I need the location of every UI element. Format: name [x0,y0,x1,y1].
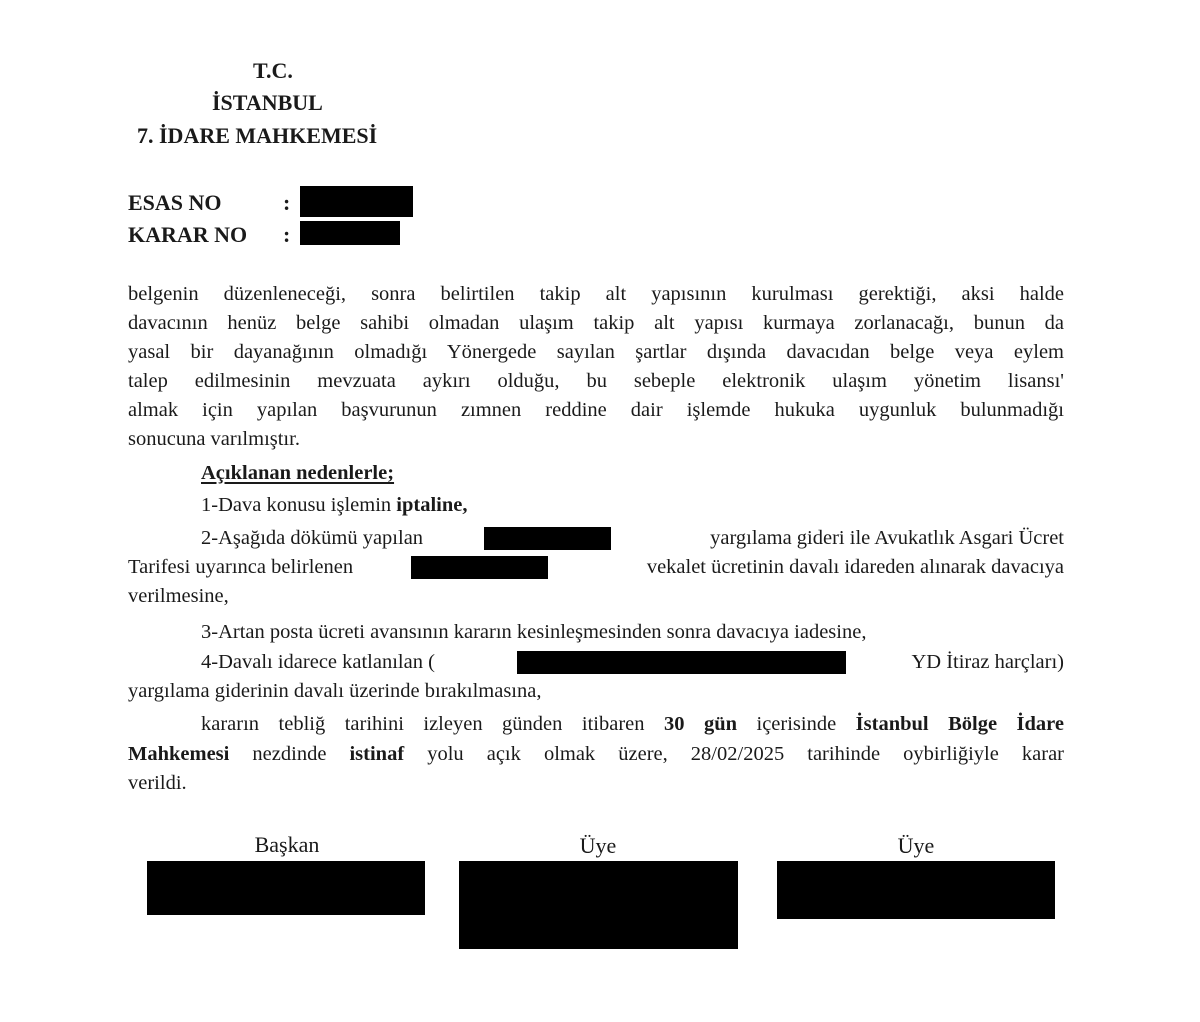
signature-member1-label: Üye [579,833,617,858]
esas-no-redaction [300,186,413,217]
esas-no-colon: : [283,190,291,215]
attorney-fee-redaction [411,556,548,579]
paragraph-line: yasal bir dayanağının olmadığı Yönergede sayılan şartlar dışında davacıdan belge veya eylem [128,341,1064,363]
final-bold-court: İstanbul Bölge İdare [855,713,1064,735]
item-1-text: 1-Dava konusu işlemin [201,494,397,516]
item-1-bold: iptaline, [396,494,468,516]
paragraph-line: talep edilmesinin mevzuata aykırı olduğu, bu sebeple elektronik ulaşım yönetim lisansı' [128,370,1064,392]
final-text: içerisinde [737,713,856,735]
karar-no-colon: : [283,222,291,247]
item-4-part-a: 4-Davalı idarece katlanılan ( [201,651,435,673]
final-text: nezdinde [229,743,350,765]
final-bold-court: Mahkemesi [128,743,230,765]
fees-redaction [517,651,846,674]
signature-member2-redaction [777,861,1055,919]
paragraph-line: sonucuna varılmıştır. [128,428,300,450]
signature-president-label: Başkan [254,832,320,857]
header-city: İSTANBUL [212,90,323,115]
header-tc: T.C. [253,58,293,83]
paragraph-line: belgenin düzenleneceği, sonra belirtilen takip alt yapısının kurulması gerektiği, aksi halde [128,283,1064,305]
final-text: yolu açık olmak üzere, 28/02/2025 tarihinde oybirliğiyle karar [404,743,1064,765]
final-bold-days: 30 gün [663,713,738,735]
cost-amount-redaction [484,527,611,550]
verdict-item-1 [201,492,1064,518]
item-2-part-d: vekalet ücretinin davalı idareden alınarak davacıya [646,556,1064,578]
item-2-part-a: 2-Aşağıda dökümü yapılan [201,527,424,549]
item-4-part-b: YD İtiraz harçları) [911,651,1064,673]
verdict-item-3: 3-Artan posta ücreti avansının kararın kesinleşmesinden sonra davacıya iadesine, [201,621,867,643]
item-4-part-c: yargılama giderinin davalı üzerinde bırakılmasına, [128,680,542,702]
final-line-1 [201,711,1064,737]
signature-president-redaction [147,861,425,915]
signature-member2-label: Üye [897,833,935,858]
final-line-2 [128,741,1064,767]
final-text: kararın tebliğ tarihini izleyen günden itibaren [201,713,664,735]
karar-no-label: KARAR NO [128,222,248,247]
header-court: 7. İDARE MAHKEMESİ [137,123,378,148]
item-2-part-c: Tarifesi uyarınca belirlenen [128,556,354,578]
final-bold-appeal: istinaf [349,743,405,765]
karar-no-redaction [300,221,400,245]
paragraph-line: davacının henüz belge sahibi olmadan ulaşım takip alt yapısı kurmaya zorlanacağı, bunun da [128,312,1064,334]
verdict-heading-text: Açıklanan nedenlerle; [201,462,395,484]
paragraph-line: almak için yapılan başvurunun zımnen reddine dair işlemde hukuka uygunluk bulunmadığı [128,399,1064,421]
esas-no-label: ESAS NO [128,190,222,215]
verdict-heading [201,460,1064,486]
signature-member1-redaction [459,861,738,949]
item-2-part-b: yargılama gideri ile Avukatlık Asgari Ücret [710,527,1064,549]
item-2-part-e: verilmesine, [128,585,229,607]
final-line-3: verildi. [128,772,187,794]
